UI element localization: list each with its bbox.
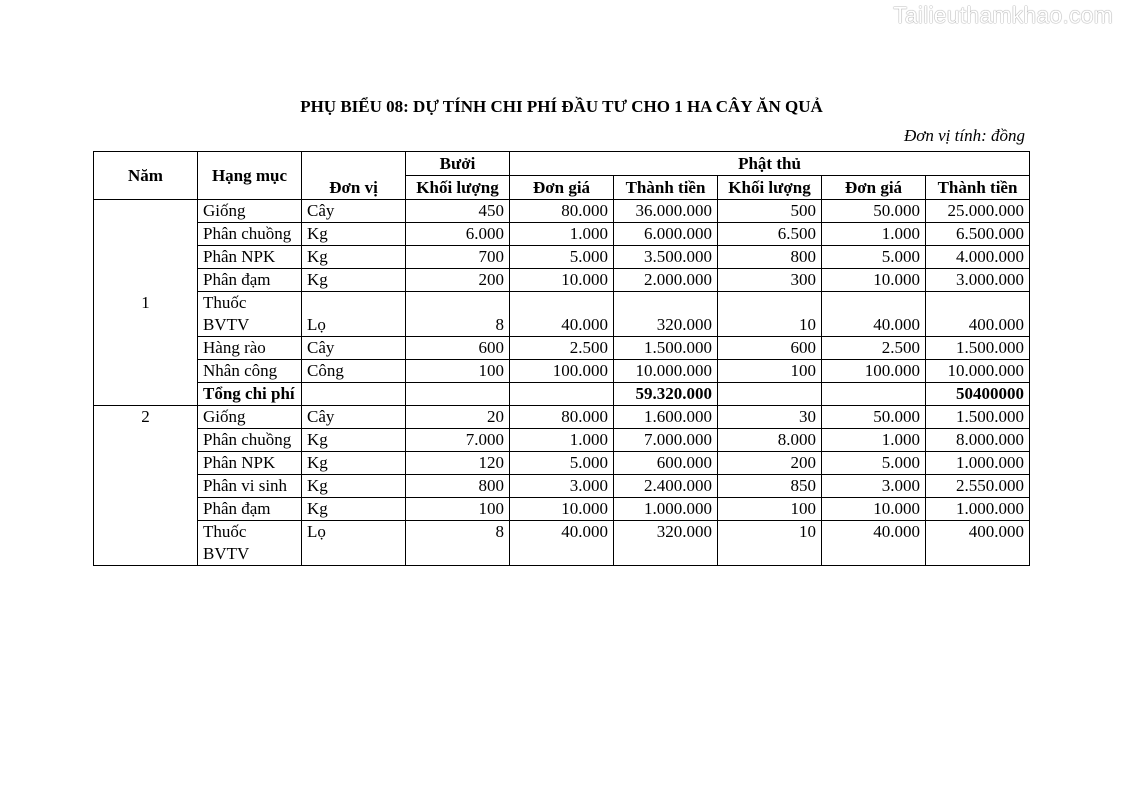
price-cell: 3.000 — [822, 475, 926, 498]
price-cell: 1.000 — [822, 429, 926, 452]
header-price-2: Đơn giá — [822, 176, 926, 200]
price-cell: 10.000 — [510, 269, 614, 292]
qty-cell: 450 — [406, 200, 510, 223]
amount-cell: 10.000.000 — [926, 360, 1030, 383]
amount-cell: 1.000.000 — [926, 452, 1030, 475]
table-row — [94, 521, 1030, 566]
table-row — [94, 406, 1030, 429]
header-qty-2: Khối lượng — [718, 176, 822, 200]
table-row — [94, 269, 1030, 292]
table-row — [94, 475, 1030, 498]
amount-cell: 2.000.000 — [614, 269, 718, 292]
price-cell: 5.000 — [510, 246, 614, 269]
qty-cell: 10 — [718, 521, 822, 566]
amount-cell: 1.600.000 — [614, 406, 718, 429]
header-price-1: Đơn giá — [510, 176, 614, 200]
table-row — [94, 452, 1030, 475]
qty-cell: 850 — [718, 475, 822, 498]
year-cell: 1 — [94, 200, 198, 406]
header-group-phat-thu: Phật thủ — [510, 152, 1030, 176]
qty-cell: 20 — [406, 406, 510, 429]
price-cell: 10.000 — [822, 269, 926, 292]
table-row — [94, 337, 1030, 360]
item-cell: Phân đạm — [198, 498, 302, 521]
amount-cell: 320.000 — [614, 521, 718, 566]
table-row — [94, 292, 1030, 337]
price-cell: 1.000 — [510, 429, 614, 452]
table-body — [94, 200, 1030, 566]
empty-cell — [718, 383, 822, 406]
price-cell: 100.000 — [822, 360, 926, 383]
table-row — [94, 223, 1030, 246]
price-cell: 80.000 — [510, 200, 614, 223]
qty-cell: 500 — [718, 200, 822, 223]
qty-cell: 600 — [406, 337, 510, 360]
amount-cell: 1.500.000 — [614, 337, 718, 360]
qty-cell: 6.500 — [718, 223, 822, 246]
qty-cell: 10 — [718, 292, 822, 337]
header-amount-2: Thành tiền — [926, 176, 1030, 200]
amount-cell: 10.000.000 — [614, 360, 718, 383]
item-cell: Phân đạm — [198, 269, 302, 292]
amount-cell: 400.000 — [926, 292, 1030, 337]
price-cell: 10.000 — [510, 498, 614, 521]
amount-cell: 4.000.000 — [926, 246, 1030, 269]
year-cell: 2 — [94, 406, 198, 566]
page-title: PHỤ BIỂU 08: DỰ TÍNH CHI PHÍ ĐẦU TƯ CHO 1 HA CÂY ĂN QUẢ — [300, 97, 823, 116]
empty-cell — [510, 383, 614, 406]
item-cell: Phân chuồng — [198, 429, 302, 452]
header-unit: Đơn vị — [302, 152, 406, 200]
qty-cell: 120 — [406, 452, 510, 475]
total-amount-1: 59.320.000 — [614, 383, 718, 406]
item-cell: Giống — [198, 200, 302, 223]
header-amount-1: Thành tiền — [614, 176, 718, 200]
qty-cell: 7.000 — [406, 429, 510, 452]
item-cell: Hàng rào — [198, 337, 302, 360]
price-cell: 1.000 — [822, 223, 926, 246]
unit-cell: Kg — [302, 269, 406, 292]
item-cell: Phân chuồng — [198, 223, 302, 246]
amount-cell: 2.400.000 — [614, 475, 718, 498]
qty-cell: 200 — [406, 269, 510, 292]
empty-cell — [302, 383, 406, 406]
amount-cell: 7.000.000 — [614, 429, 718, 452]
unit-cell: Cây — [302, 406, 406, 429]
amount-cell: 6.000.000 — [614, 223, 718, 246]
qty-cell: 600 — [718, 337, 822, 360]
amount-cell: 8.000.000 — [926, 429, 1030, 452]
item-cell: Nhân công — [198, 360, 302, 383]
header-item: Hạng mục — [198, 152, 302, 200]
table-row — [94, 360, 1030, 383]
table-row — [94, 498, 1030, 521]
price-cell: 40.000 — [510, 292, 614, 337]
unit-note: Đơn vị tính: đồng — [904, 126, 1025, 145]
item-cell: Thuốc BVTV — [198, 521, 302, 566]
unit-cell: Lọ — [302, 521, 406, 566]
price-cell: 40.000 — [822, 521, 926, 566]
header-year: Năm — [94, 152, 198, 200]
amount-cell: 6.500.000 — [926, 223, 1030, 246]
price-cell: 1.000 — [510, 223, 614, 246]
amount-cell: 36.000.000 — [614, 200, 718, 223]
amount-cell: 3.000.000 — [926, 269, 1030, 292]
item-cell: Giống — [198, 406, 302, 429]
qty-cell: 100 — [718, 360, 822, 383]
price-cell: 40.000 — [822, 292, 926, 337]
price-cell: 2.500 — [822, 337, 926, 360]
amount-cell: 2.550.000 — [926, 475, 1030, 498]
watermark: Tailieuthamkhao.com — [893, 2, 1113, 28]
price-cell: 10.000 — [822, 498, 926, 521]
unit-cell: Kg — [302, 452, 406, 475]
price-cell: 50.000 — [822, 200, 926, 223]
unit-cell: Kg — [302, 246, 406, 269]
item-cell: Thuốc BVTV — [198, 292, 302, 337]
qty-cell: 800 — [406, 475, 510, 498]
price-cell: 80.000 — [510, 406, 614, 429]
unit-cell: Cây — [302, 200, 406, 223]
amount-cell: 1.000.000 — [926, 498, 1030, 521]
price-cell: 50.000 — [822, 406, 926, 429]
qty-cell: 300 — [718, 269, 822, 292]
qty-cell: 6.000 — [406, 223, 510, 246]
qty-cell: 100 — [406, 360, 510, 383]
qty-cell: 8.000 — [718, 429, 822, 452]
price-cell: 40.000 — [510, 521, 614, 566]
qty-cell: 200 — [718, 452, 822, 475]
total-row — [94, 383, 1030, 406]
table-row — [94, 429, 1030, 452]
amount-cell: 1.500.000 — [926, 406, 1030, 429]
unit-cell: Kg — [302, 498, 406, 521]
amount-cell: 1.000.000 — [614, 498, 718, 521]
price-cell: 3.000 — [510, 475, 614, 498]
qty-cell: 30 — [718, 406, 822, 429]
amount-cell: 25.000.000 — [926, 200, 1030, 223]
price-cell: 100.000 — [510, 360, 614, 383]
amount-cell: 3.500.000 — [614, 246, 718, 269]
cost-table — [93, 151, 1030, 566]
price-cell: 5.000 — [822, 452, 926, 475]
unit-cell: Cây — [302, 337, 406, 360]
table-header — [94, 152, 1030, 200]
qty-cell: 100 — [718, 498, 822, 521]
qty-cell: 700 — [406, 246, 510, 269]
qty-cell: 100 — [406, 498, 510, 521]
qty-cell: 8 — [406, 521, 510, 566]
unit-cell: Kg — [302, 223, 406, 246]
total-amount-2: 50400000 — [926, 383, 1030, 406]
price-cell: 2.500 — [510, 337, 614, 360]
total-label: Tổng chi phí — [198, 383, 302, 406]
empty-cell — [822, 383, 926, 406]
qty-cell: 800 — [718, 246, 822, 269]
price-cell: 5.000 — [822, 246, 926, 269]
unit-cell: Kg — [302, 429, 406, 452]
amount-cell: 1.500.000 — [926, 337, 1030, 360]
amount-cell: 400.000 — [926, 521, 1030, 566]
price-cell: 5.000 — [510, 452, 614, 475]
header-group-buoi: Bưởi — [406, 152, 510, 176]
qty-cell: 8 — [406, 292, 510, 337]
table-row — [94, 200, 1030, 223]
empty-cell — [406, 383, 510, 406]
unit-cell: Kg — [302, 475, 406, 498]
item-cell: Phân NPK — [198, 246, 302, 269]
item-cell: Phân NPK — [198, 452, 302, 475]
item-cell: Phân vi sinh — [198, 475, 302, 498]
table-row — [94, 246, 1030, 269]
amount-cell: 320.000 — [614, 292, 718, 337]
header-qty-1: Khối lượng — [406, 176, 510, 200]
unit-cell: Lọ — [302, 292, 406, 337]
amount-cell: 600.000 — [614, 452, 718, 475]
unit-cell: Công — [302, 360, 406, 383]
